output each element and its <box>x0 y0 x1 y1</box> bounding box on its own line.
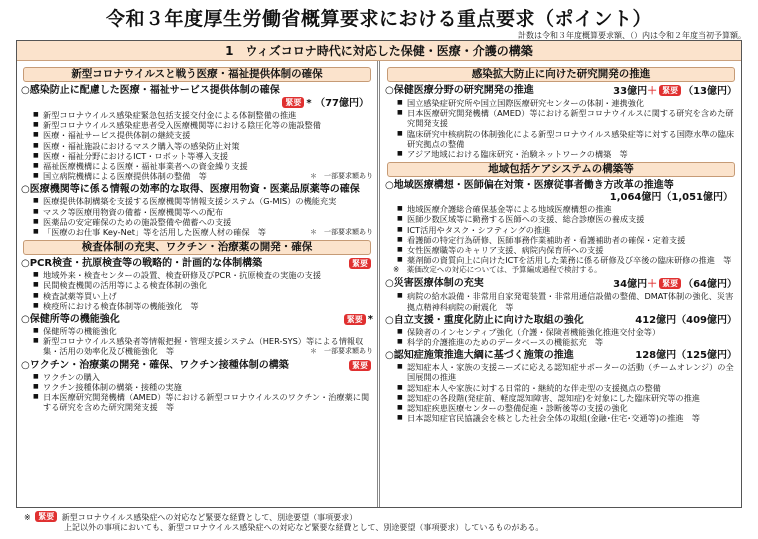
bullet-list <box>21 270 373 311</box>
item-title: ○ワクチン・治療薬の開発・確保、ワクチン接種体制の構築 <box>21 359 289 371</box>
list-item: ■ 薬剤師の資質向上に向けたICTを活用した業務に係る研修及び卒後の臨床研修の推進 等 <box>397 255 737 265</box>
list-item: ■ 臨床研究中核病院の体制強化による新型コロナウイルス感染症等に対する国際水準の臨床研究拠点の整備 <box>397 129 737 149</box>
item-title: ○保健医療分野の研究開発の推進 <box>385 85 534 96</box>
list-item: ■ ワクチン接種体制の構築・接種の実施 <box>33 382 373 392</box>
list-item: ■ 認知症本人や家族に対する日常的・継続的な伴走型の支援拠点の整備 <box>397 383 737 393</box>
list-item: ■ 看護師の特定行為研修、医師事務作業補助者・看護補助者の確保・定着支援 <box>397 235 737 245</box>
partial-request-note: ＊ 一部要求額あり <box>310 228 373 237</box>
kinkyu-badge: 緊要 <box>659 85 681 96</box>
list-item: ■ 病院の給水設備・非常用自家発電装置・非常用通信設備の整備、DMAT体制の強化、災害拠点精神科病院の耐震化 等 <box>397 291 737 311</box>
list-item: ■ 検疫所における検査体制等の機能強化 等 <box>33 301 373 311</box>
kinkyu-badge: 緊要 <box>349 258 371 269</box>
list-item: ■ マスク等医療用物資の備蓄・医療機関等への配布 <box>33 207 373 217</box>
item-amount: 1,064億円（1,051億円） <box>609 192 733 204</box>
footer-star: ※ <box>24 513 31 522</box>
item-regional-medical <box>385 180 737 275</box>
band-research: 感染拡大防止に向けた研究開発の推進 <box>387 67 735 82</box>
left-column <box>21 65 373 415</box>
main-frame <box>16 40 742 508</box>
bullet-list <box>21 110 373 181</box>
plus-mark: ＋ <box>647 279 658 291</box>
list-item: ■ 国立感染症研究所や国立国際医療研究センターの体制・連携強化 <box>397 98 737 108</box>
item-info-supplies <box>21 184 373 237</box>
item-amount: 33億円 <box>613 86 648 97</box>
list-item: ■ 新型コロナウイルス感染症緊急包括支援交付金による体制整備の推進 <box>33 110 373 120</box>
list-item: ■ 新型コロナウイルス感染症患者受入医療機関等における陰圧化等の施設整備 <box>33 120 373 130</box>
list-item: ■ 地域外来・検査センターの設置、検査研修及びPCR・抗原検査の実施の支援 <box>33 270 373 280</box>
item-amount: 34億円 <box>613 279 648 291</box>
item-pcr-testing <box>21 258 373 311</box>
list-item: ■ 医療・福祉分野におけるICT・ロボット等導入支援 <box>33 151 373 161</box>
item-title: ○自立支援・重度化防止に向けた取組の強化 <box>385 314 584 326</box>
bullet-list <box>21 372 373 413</box>
section-title: 1 ウィズコロナ時代に対応した保健・医療・介護の構築 <box>17 41 741 61</box>
page-title: 令和３年度厚生労働省概算要求における重点要求（ポイント） <box>105 8 652 30</box>
bullet-list <box>385 362 737 423</box>
bullet-list <box>21 196 373 237</box>
list-item: 新型コロナウイルス感染者等情報把握・管理支援システム（HER-SYS）等による情報収集・活用の効率化及び機能強化 等 <box>43 336 364 357</box>
list-item: ■ ICT活用やタスク・シフティングの推進 <box>397 225 737 235</box>
list-item: ■ 科学的介護推進のためのデータベースの機能拡充 等 <box>397 337 737 347</box>
item-amount: 128億円（125億円） <box>635 350 737 362</box>
item-research <box>385 85 737 159</box>
list-item: ■ 医療・福祉施設におけるマスク購入等の感染防止対策 <box>33 141 373 151</box>
footer-note-2: 上記以外の事項においても、新型コロナウイルス感染症への対応など緊要な経費として、別途要望（事項要求）しているものがある。 <box>64 523 544 532</box>
item-title: ○地域医療構想・医師偏在対策・医療従事者働き方改革の推進等 <box>385 180 674 192</box>
list-item: ■ 福祉医療機構による医療・福祉事業者への資金繰り支援 <box>33 161 373 171</box>
list-item: ■ 保健所等の機能強化 <box>33 326 373 336</box>
bullet-list <box>385 204 737 265</box>
list-item: ■ 検査試薬等買い上げ <box>33 291 373 301</box>
item-title: ○災害医療体制の充実 <box>385 278 484 290</box>
list-item: ■ 医療・福祉サービス提供体制の継続支援 <box>33 130 373 140</box>
list-item: ■ ワクチンの購入 <box>33 372 373 382</box>
list-item: ■ 日本医療研究開発機構（AMED）等における新型コロナウイルスのワクチン・治療薬に関する研究を含めた研究開発支援 等 <box>33 392 373 412</box>
list-item: ■ 女性医療職等のキャリア支援、病院内保育所への支援 <box>397 245 737 255</box>
list-item: ■ 医薬品の安定確保のための施設整備や備蓄への支援 <box>33 217 373 227</box>
partial-request-note: ＊ 一部要求額あり <box>310 347 373 356</box>
list-item: ■ アジア地域における臨床研究・治験ネットワークの構築 等 <box>397 149 737 159</box>
item-infection-prevention: ○感染防止に配慮した医療・福祉サービス提供体制の確保 緊要 * （77億円） ■ 新型コロナウイルス感染症緊急包括支援交付金による体制整備の推進 ■ 新型コロナウイルス感染症患者受入医療機関等における陰圧化等の施設整備 ■ 医療・福祉サービス提供体制の継続支援 ■ 医療・福祉施設におけるマスク購入等の感染防止対策 ■ 医療・福祉分野におけるICT・ロボット等導入支援 ■ 福祉医療機構による医療・福祉事業者への資金繰り支援 ■ 国立病院機構による医療提供体制の整備 等 ＊ 一部要求額あり <box>21 85 373 181</box>
kinkyu-badge: 緊要 <box>349 360 371 371</box>
list-item: ■ 保険者のインセンティブ強化（介護・保険者機能強化推進交付金等） <box>397 327 737 337</box>
item-amount: 412億円（409億円） <box>635 314 737 326</box>
list-item: ■ 認知症本人・家族の支援ニーズに応える認知症サポーターの活動（チームオレンジ）の全国展開の推進 <box>397 362 737 382</box>
kinkyu-badge: 緊要 <box>344 314 366 325</box>
bullet-list <box>385 98 737 159</box>
list-item: 国立病院機構による医療提供体制の整備 等 <box>43 171 207 182</box>
item-title: ○PCR検査・抗原検査等の戦略的・計画的な体制構築 <box>21 258 263 270</box>
item-amount: （77億円） <box>315 98 369 109</box>
item-title: ○医療機関等に係る情報の効率的な取得、医療用物資・医薬品原薬等の確保 <box>21 184 360 196</box>
amount-note: 計数は令和３年度概算要求額、（）内は令和２年度当初予算額。 <box>518 31 746 40</box>
list-item: ■ 医療提供体制構築を支援する医療機関等情報支援システム（G-MIS）の機能充実 <box>33 196 373 206</box>
band-medical-system: 新型コロナウイルスと戦う医療・福祉提供体制の確保 <box>23 67 371 82</box>
item-dementia <box>385 350 737 423</box>
list-item: ■ 医師少数区域等に勤務する医師への支援、総合診療医の養成支援 <box>397 214 737 224</box>
bullet-list <box>21 326 373 357</box>
item-prev-amount: （64億円） <box>683 279 737 291</box>
item-disaster-medical <box>385 278 737 311</box>
list-item: ■ 地域医療介護総合確保基金等による地域医療構想の推進 <box>397 204 737 214</box>
list-item: ■ 民間検査機関の活用等による検査体制の強化 <box>33 280 373 290</box>
item-vaccine <box>21 360 373 413</box>
item-title: ○感染防止に配慮した医療・福祉サービス提供体制の確保 <box>21 85 280 96</box>
footer-text-1: 新型コロナウイルス感染症への対応など緊要な経費として、別途要望（事項要求） <box>61 513 358 522</box>
list-item: ■ 日本医療研究開発機構（AMED）等における新型コロナウイルスに関する研究を含めた研究開発支援 <box>397 108 737 128</box>
item-title: ○認知症施策推進大綱に基づく施策の推進 <box>385 350 574 362</box>
kinkyu-badge: 緊要 <box>35 511 57 522</box>
kinkyu-badge: 緊要 <box>659 278 681 289</box>
item-title: ○保健所等の機能強化 <box>21 314 120 326</box>
band-testing-vaccine: 検査体制の充実、ワクチン・治療薬の開発・確保 <box>23 240 371 255</box>
drug-price-note: ※ 薬価改定への対応については、予算編成過程で検討する。 <box>393 265 602 275</box>
bullet-list <box>385 291 737 311</box>
column-divider <box>377 61 380 507</box>
list-item: ■ 認知症の各段階(発症前、軽度認知障害、認知症)を対象にした臨床研究等の推進 <box>397 393 737 403</box>
item-health-centers: ○保健所等の機能強化 緊要 * ■ 保健所等の機能強化 ■ 新型コロナウイルス感染者等情報把握・管理支援システム（HER-SYS）等による情報収集・活用の効率化及び機能強化 等 ＊ 一部要求額あり <box>21 314 373 357</box>
item-independence-support <box>385 315 737 347</box>
list-item: ■ 認知症疾患医療センターの整備促進・診断後等の支援の強化 <box>397 403 737 413</box>
item-prev-amount: （13億円） <box>683 86 737 97</box>
list-item: 「医療のお仕事 Key-Net」等を活用した医療人材の確保 等 <box>43 227 266 238</box>
bullet-list <box>385 327 737 347</box>
plus-mark: ＋ <box>647 86 658 97</box>
band-community-care: 地域包括ケアシステムの構築等 <box>387 162 735 177</box>
kinkyu-badge: 緊要 <box>282 97 304 108</box>
right-column <box>385 65 737 426</box>
partial-request-note: ＊ 一部要求額あり <box>310 172 373 181</box>
list-item: ■ 日本認知症官民協議会を核とした社会全体の取組(金融･住宅･交通等)の推進 等 <box>397 413 737 423</box>
